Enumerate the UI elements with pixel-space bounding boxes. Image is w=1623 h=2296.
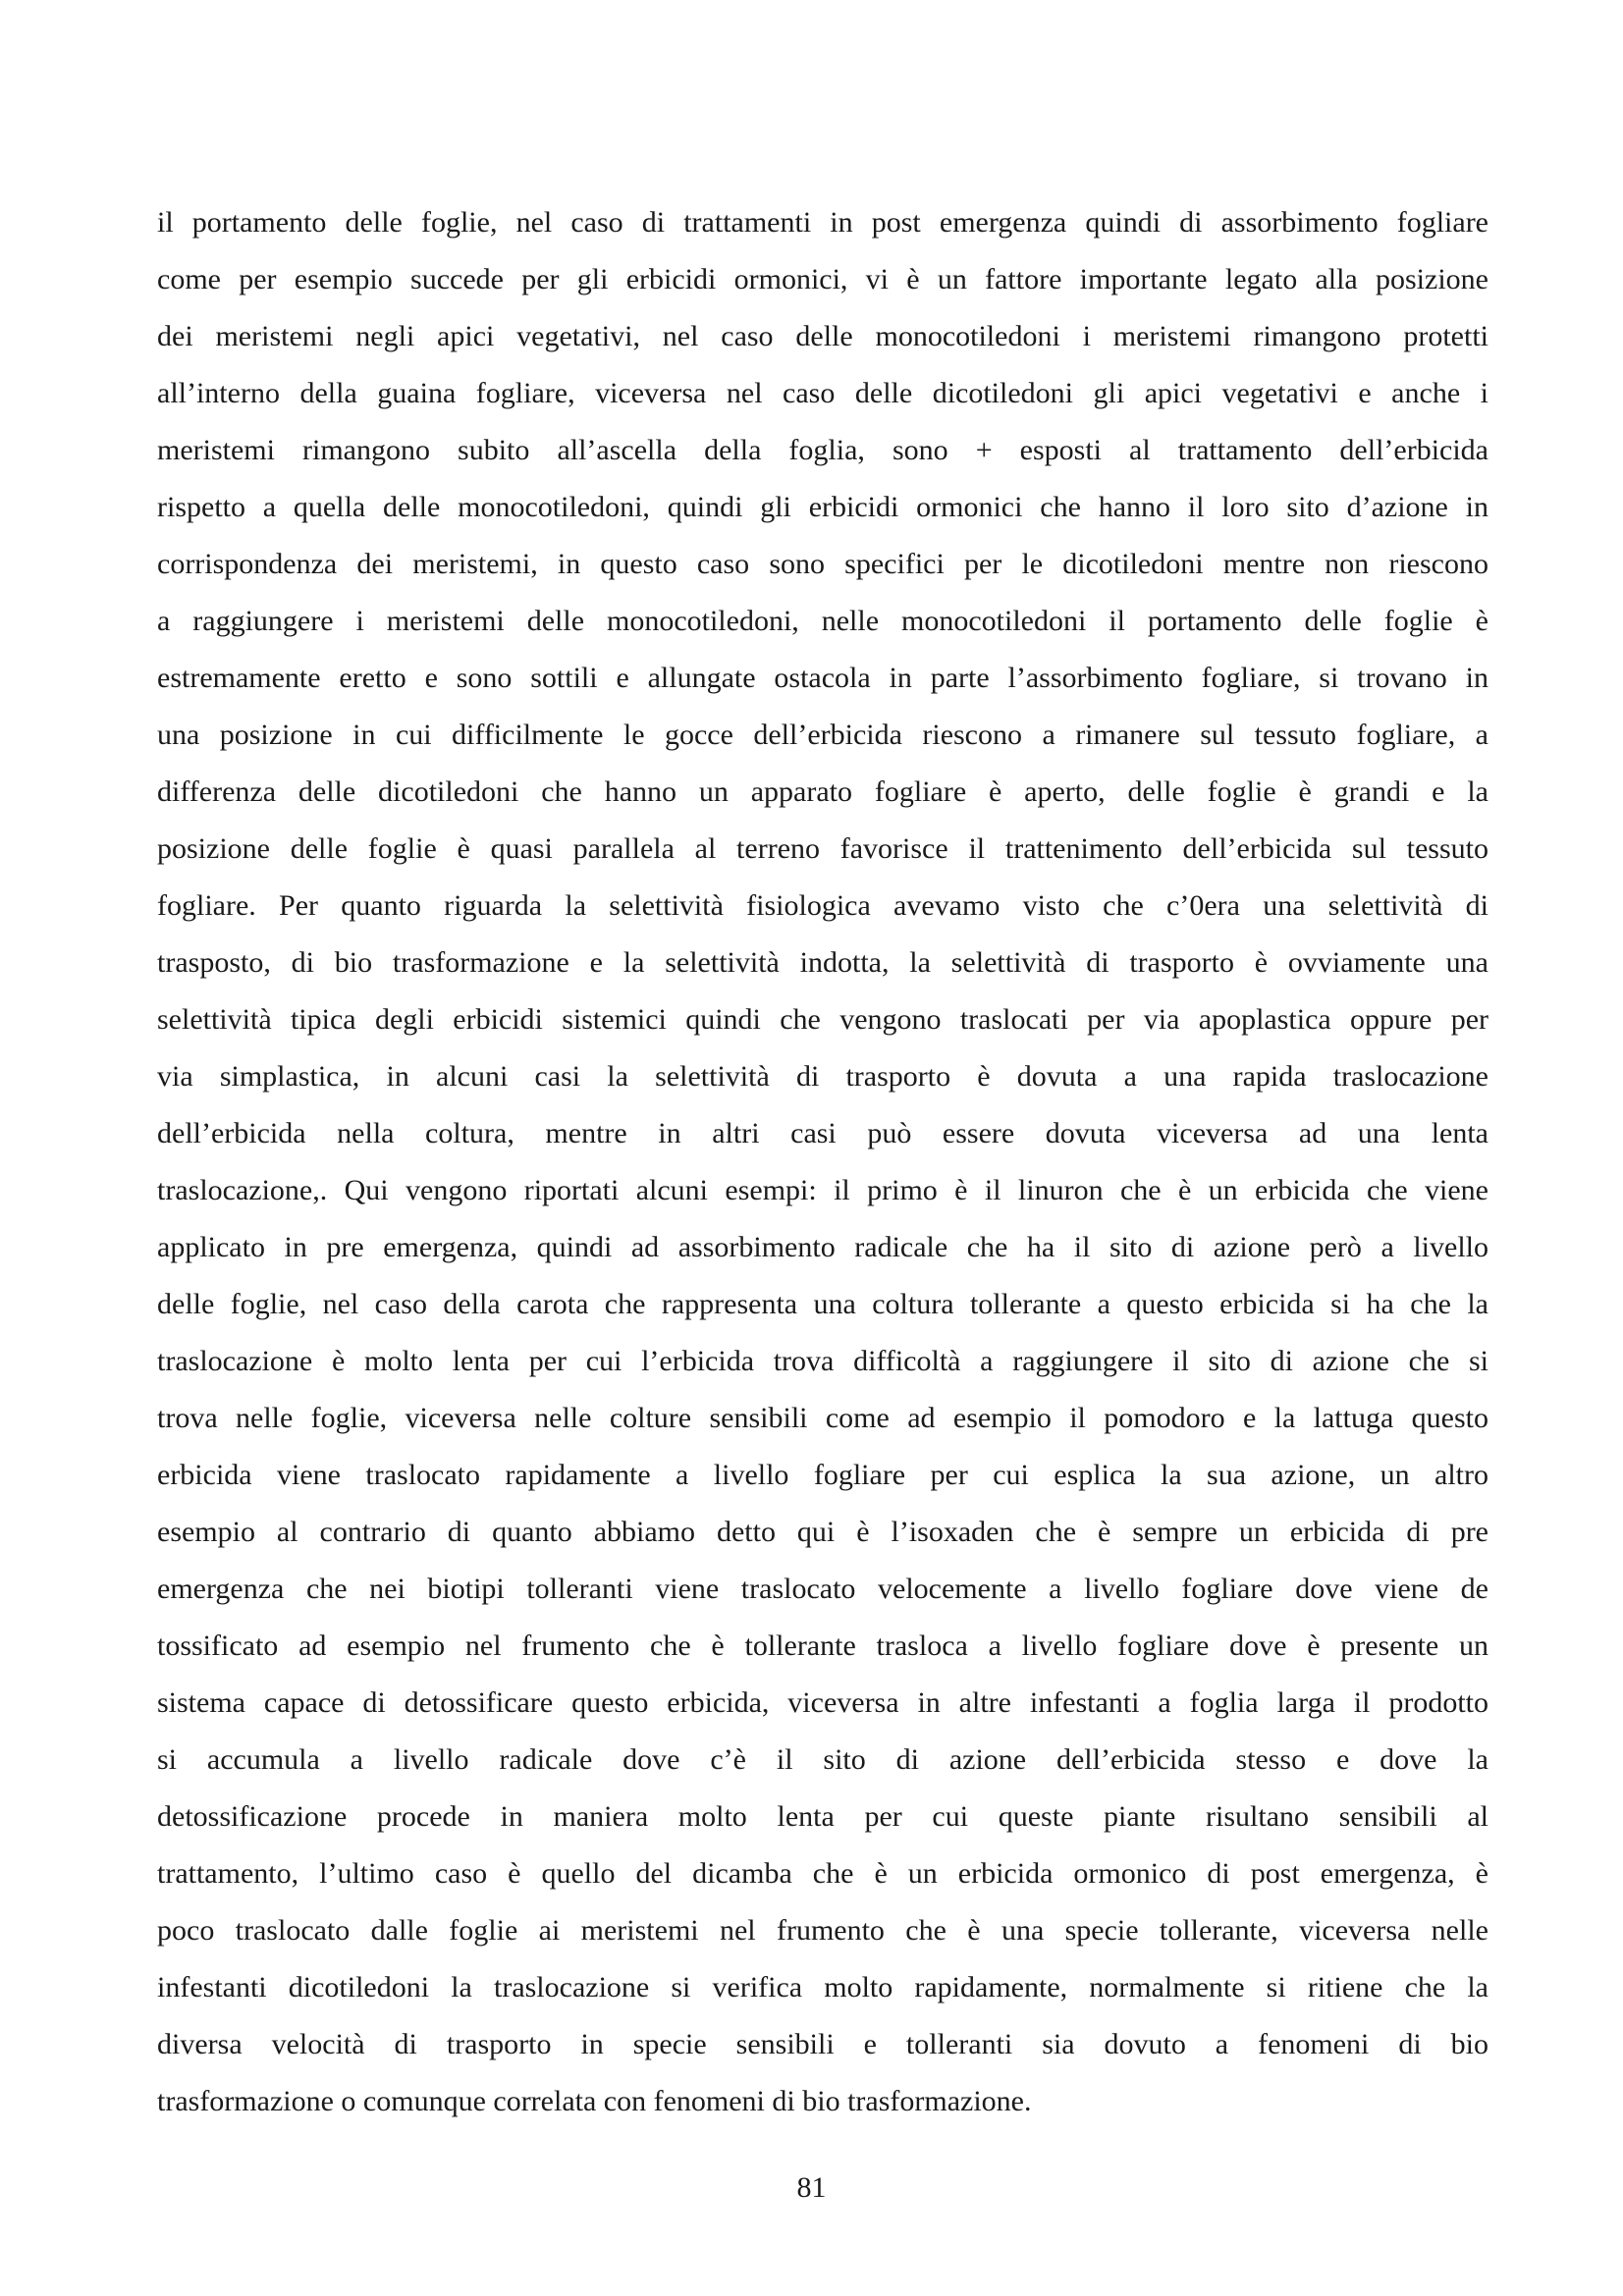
text-line: posizione delle foglie è quasi parallela al terreno favorisce il trattenimento dell’erbicida sul tessuto bbox=[157, 832, 1488, 865]
text-line: trattamento, l’ultimo caso è quello del dicamba che è un erbicida ormonico di post emergenza, è bbox=[157, 1857, 1488, 1890]
text-line: detossificazione procede in maniera molto lenta per cui queste piante risultano sensibili al bbox=[157, 1800, 1488, 1833]
text-line: si accumula a livello radicale dove c’è il sito di azione dell’erbicida stesso e dove la bbox=[157, 1743, 1488, 1776]
text-line: dei meristemi negli apici vegetativi, nel caso delle monocotiledoni i meristemi rimangono protetti bbox=[157, 320, 1488, 352]
text-line: traslocazione è molto lenta per cui l’erbicida trova difficoltà a raggiungere il sito di azione che si bbox=[157, 1345, 1488, 1377]
text-line: dell’erbicida nella coltura, mentre in altri casi può essere dovuta viceversa ad una lenta bbox=[157, 1117, 1488, 1149]
text-line: via simplastica, in alcuni casi la selettività di trasporto è dovuta a una rapida traslocazione bbox=[157, 1060, 1488, 1093]
text-line: a raggiungere i meristemi delle monocotiledoni, nelle monocotiledoni il portamento delle foglie è bbox=[157, 605, 1488, 637]
text-line: traslocazione,. Qui vengono riportati alcuni esempi: il primo è il linuron che è un erbicida che viene bbox=[157, 1174, 1488, 1206]
text-line: selettività tipica degli erbicidi sistemici quindi che vengono traslocati per via apoplastica oppure per bbox=[157, 1003, 1488, 1036]
text-line: una posizione in cui difficilmente le gocce dell’erbicida riescono a rimanere sul tessuto fogliare, a bbox=[157, 719, 1488, 751]
text-line: esempio al contrario di quanto abbiamo detto qui è l’isoxaden che è sempre un erbicida di pre bbox=[157, 1516, 1488, 1548]
text-line: trasposto, di bio trasformazione e la selettività indotta, la selettività di trasporto è ovviamente una bbox=[157, 946, 1488, 979]
text-line: all’interno della guaina fogliare, viceversa nel caso delle dicotiledoni gli apici vegetativi e anche i bbox=[157, 377, 1488, 409]
text-line: poco traslocato dalle foglie ai meristemi nel frumento che è una specie tollerante, viceversa nelle bbox=[157, 1914, 1488, 1947]
text-line: rispetto a quella delle monocotiledoni, quindi gli erbicidi ormonici che hanno il loro sito d’azione in bbox=[157, 491, 1488, 523]
text-line: fogliare. Per quanto riguarda la selettività fisiologica avevamo visto che c’0era una selettività di bbox=[157, 889, 1488, 922]
text-line: trova nelle foglie, viceversa nelle colture sensibili come ad esempio il pomodoro e la lattuga questo bbox=[157, 1402, 1488, 1434]
text-line: come per esempio succede per gli erbicidi ormonici, vi è un fattore importante legato alla posizione bbox=[157, 263, 1488, 295]
body-paragraph bbox=[157, 194, 1488, 2130]
text-line: differenza delle dicotiledoni che hanno un apparato fogliare è aperto, delle foglie è grandi e la bbox=[157, 775, 1488, 808]
text-line: sistema capace di detossificare questo erbicida, viceversa in altre infestanti a foglia larga il prodotto bbox=[157, 1686, 1488, 1719]
text-line: tossificato ad esempio nel frumento che è tollerante trasloca a livello fogliare dove è presente un bbox=[157, 1629, 1488, 1662]
text-line: delle foglie, nel caso della carota che rappresenta una coltura tollerante a questo erbicida si ha che la bbox=[157, 1288, 1488, 1320]
text-line: diversa velocità di trasporto in specie sensibili e tolleranti sia dovuto a fenomeni di bio bbox=[157, 2028, 1488, 2060]
text-line: erbicida viene traslocato rapidamente a livello fogliare per cui esplica la sua azione, un altro bbox=[157, 1459, 1488, 1491]
text-line: il portamento delle foglie, nel caso di trattamenti in post emergenza quindi di assorbimento fogliare bbox=[157, 206, 1488, 239]
text-line: estremamente eretto e sono sottili e allungate ostacola in parte l’assorbimento fogliare, si trovano in bbox=[157, 662, 1488, 694]
text-line: meristemi rimangono subito all’ascella della foglia, sono + esposti al trattamento dell’erbicida bbox=[157, 434, 1488, 466]
text-line: applicato in pre emergenza, quindi ad assorbimento radicale che ha il sito di azione però a livello bbox=[157, 1231, 1488, 1263]
page-number: 81 bbox=[796, 2171, 827, 2204]
text-line: emergenza che nei biotipi tolleranti viene traslocato velocemente a livello fogliare dove viene de bbox=[157, 1573, 1488, 1605]
text-line: trasformazione o comunque correlata con fenomeni di bio trasformazione. bbox=[157, 2085, 1032, 2117]
text-line: infestanti dicotiledoni la traslocazione si verifica molto rapidamente, normalmente si ritiene che la bbox=[157, 1971, 1488, 2003]
text-line: corrispondenza dei meristemi, in questo caso sono specifici per le dicotiledoni mentre non riescono bbox=[157, 548, 1488, 580]
